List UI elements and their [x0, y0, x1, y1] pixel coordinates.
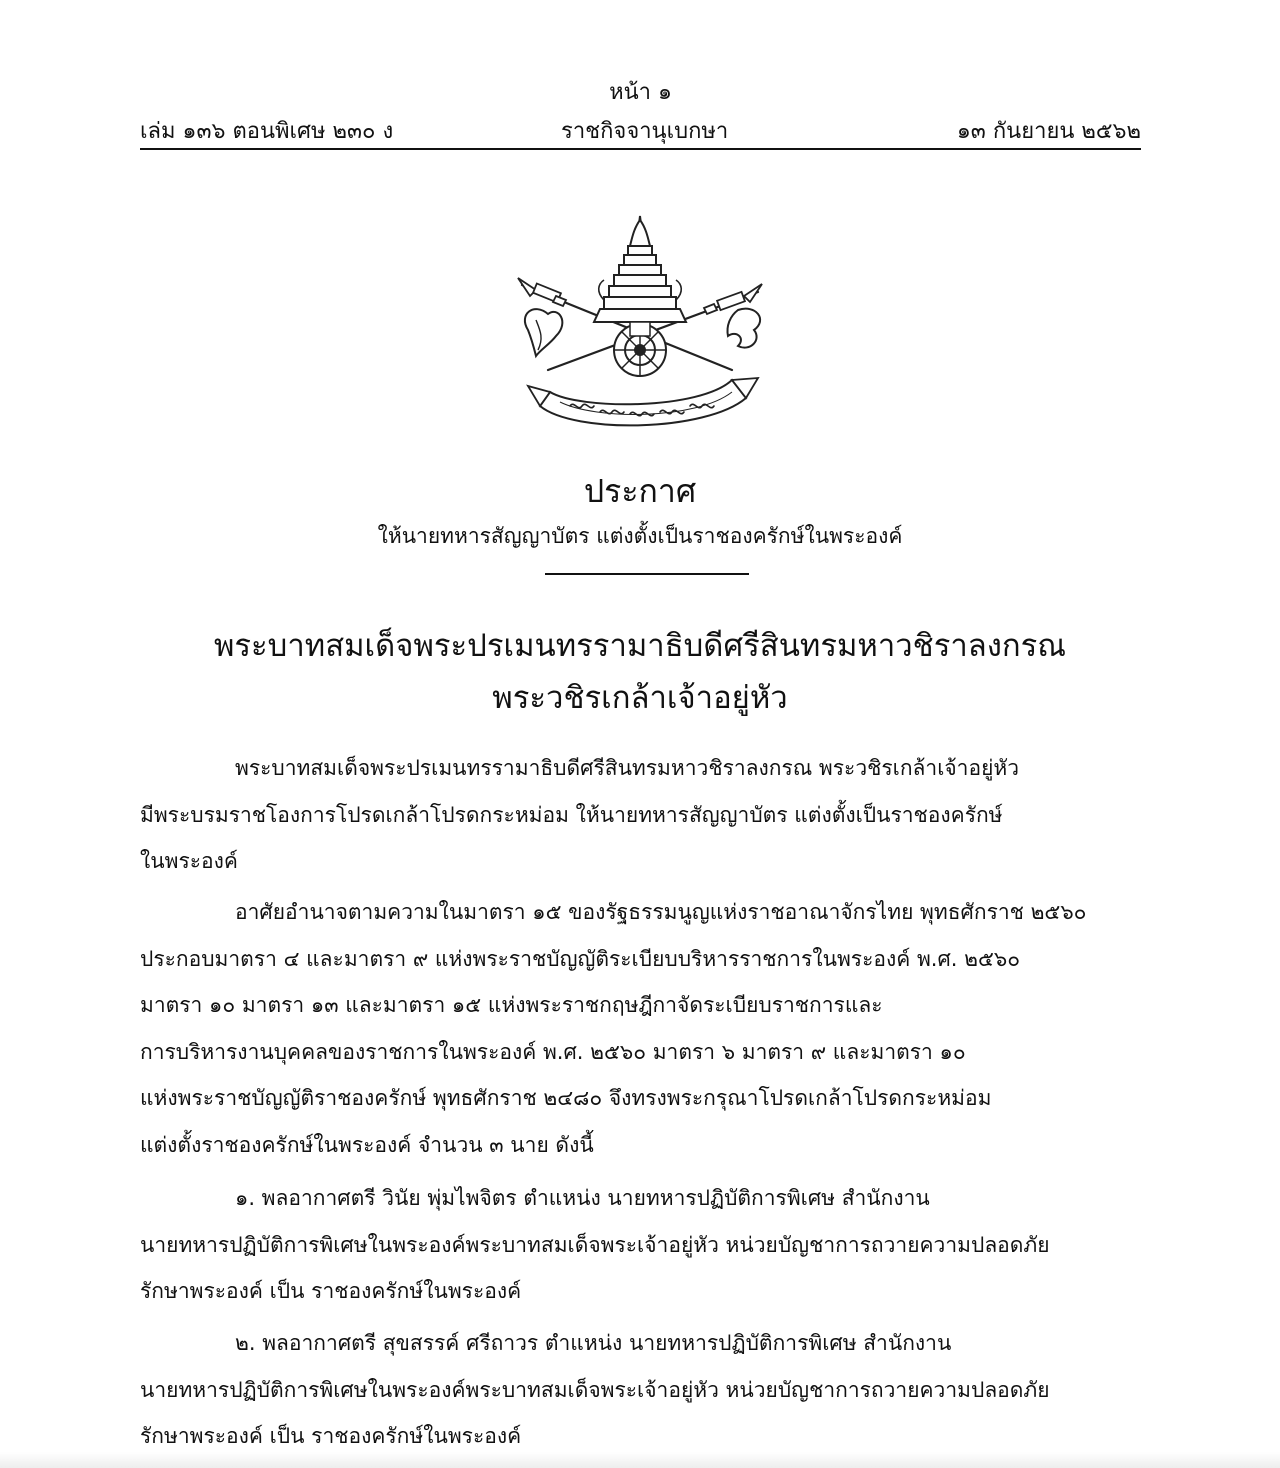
text-line: นายทหารปฏิบัติการพิเศษในพระองค์พระบาทสมเด็จพระเจ้าอยู่หัว หน่วยบัญชาการถวายความปลอดภัย [140, 1232, 1050, 1257]
text-line: พระบาทสมเด็จพระปรเมนทรรามาธิบดีศรีสินทรมหาวชิราลงกรณ พระวชิรเกล้าเจ้าอยู่หัว [235, 756, 1020, 780]
text-line: รักษาพระองค์ เป็น ราชองครักษ์ในพระองค์ [140, 1279, 522, 1303]
text-line: รักษาพระองค์ เป็น ราชองครักษ์ในพระองค์ [140, 1424, 522, 1448]
text-line: นายทหารปฏิบัติการพิเศษในพระองค์พระบาทสมเด็จพระเจ้าอยู่หัว หน่วยบัญชาการถวายความปลอดภัย [140, 1377, 1050, 1402]
header-rule [140, 148, 1141, 150]
royal-name-line-2: พระวชิรเกล้าเจ้าอยู่หัว [492, 680, 788, 716]
royal-command-emblem [500, 180, 780, 442]
page-number: หน้า ๑ [609, 80, 672, 105]
announcement-title: ประกาศ [583, 472, 697, 510]
gazette-header [140, 70, 1141, 152]
text-line: ประกอบมาตรา ๔ และมาตรา ๙ แห่งพระราชบัญญัติระเบียบบริหารราชการในพระองค์ พ.ศ. ๒๕๖๐ [140, 946, 1021, 971]
appointment-item-1 [140, 1175, 1140, 1315]
text-line: ในพระองค์ [140, 849, 238, 873]
publication-name: ราชกิจจานุเบกษา [561, 119, 729, 144]
text-line: การบริหารงานบุคคลของราชการในพระองค์ พ.ศ. ๒๕๖๐ มาตรา ๖ มาตรา ๙ และมาตรา ๑๐ [140, 1039, 966, 1064]
royal-emblem-icon [500, 180, 780, 442]
appointment-item-2 [140, 1320, 1140, 1460]
paragraph-preamble [140, 745, 1140, 885]
text-line: มีพระบรมราชโองการโปรดเกล้าโปรดกระหม่อม ให้นายทหารสัญญาบัตร แต่งตั้งเป็นราชองครักษ์ [140, 802, 1003, 827]
publication-date: ๑๓ กันยายน ๒๕๖๒ [956, 119, 1141, 144]
text-line: ๒. พลอากาศตรี สุขสรรค์ ศรีถาวร ตำแหน่ง นายทหารปฏิบัติการพิเศษ สำนักงาน [235, 1331, 952, 1355]
header-row [140, 113, 1141, 147]
title-divider [545, 573, 749, 575]
text-line: แห่งพระราชบัญญัติราชองครักษ์ พุทธศักราช ๒๔๘๐ จึงทรงพระกรุณาโปรดเกล้าโปรดกระหม่อม [140, 1086, 992, 1110]
text-line: อาศัยอำนาจตามความในมาตรา ๑๕ ของรัฐธรรมนูญแห่งราชอาณาจักรไทย พุทธศักราช ๒๕๖๐ [235, 900, 1087, 924]
announcement-subtitle: ให้นายทหารสัญญาบัตร แต่งตั้งเป็นราชองครักษ์ในพระองค์ [377, 524, 903, 548]
text-line: มาตรา ๑๐ มาตรา ๑๓ และมาตรา ๑๕ แห่งพระราชกฤษฎีกาจัดระเบียบราชการและ [140, 993, 883, 1017]
text-line: ๑. พลอากาศตรี วินัย พุ่มไพจิตร ตำแหน่ง นายทหารปฏิบัติการพิเศษ สำนักงาน [235, 1186, 930, 1210]
paragraph-legal-basis [140, 889, 1140, 1168]
royal-name [0, 620, 1280, 724]
text-line: แต่งตั้งราชองครักษ์ในพระองค์ จำนวน ๓ นาย ดังนี้ [140, 1132, 594, 1157]
page-bottom-shadow [0, 1452, 1280, 1468]
royal-name-line-1: พระบาทสมเด็จพระปรเมนทรรามาธิบดีศรีสินทรมหาวชิราลงกรณ [213, 628, 1067, 664]
volume-issue: เล่ม ๑๓๖ ตอนพิเศษ ๒๓๐ ง [140, 119, 394, 144]
